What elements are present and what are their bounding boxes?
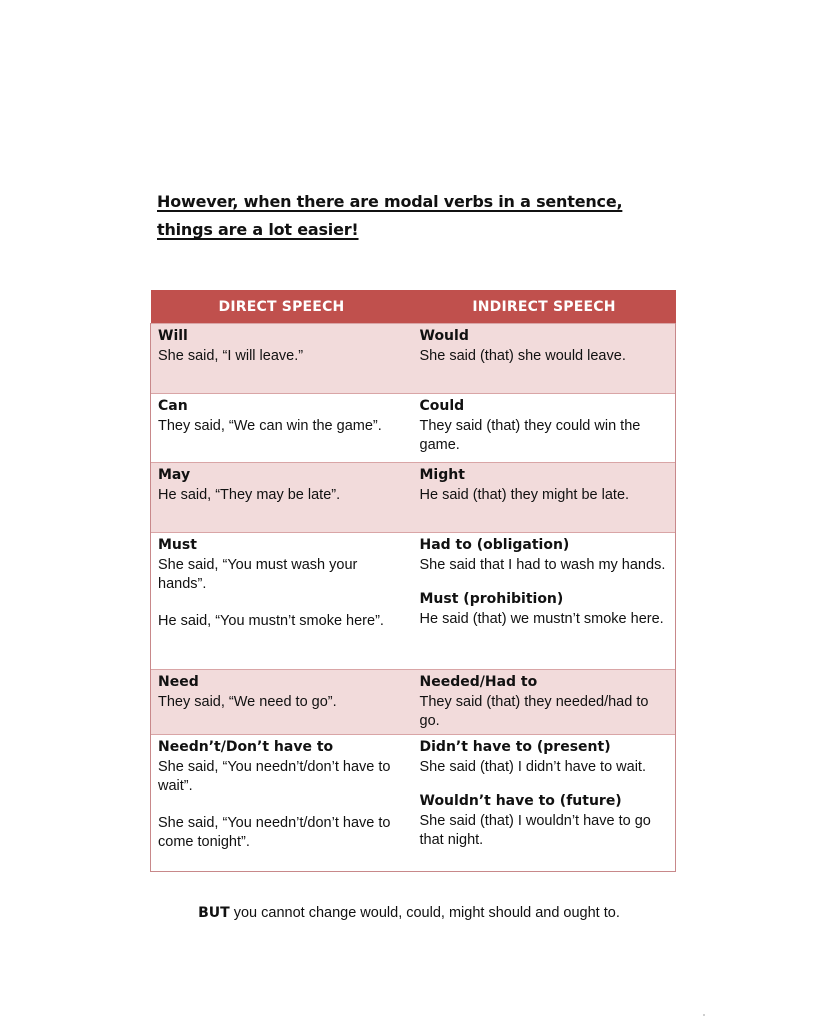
table-row: [151, 394, 676, 463]
indirect-example-2: He said (that) we mustn’t smoke here.: [419, 610, 664, 627]
indirect-modal: Would: [419, 328, 469, 344]
direct-example: She said, “You must wash your hands”.: [158, 556, 358, 592]
direct-cell: [151, 735, 413, 872]
table-row: [151, 324, 676, 394]
page-heading: [157, 188, 677, 244]
footnote-text: you cannot change would, could, might should and ought to.: [229, 905, 620, 921]
direct-modal: Needn’t/Don’t have to: [158, 739, 334, 755]
direct-cell: [151, 670, 413, 735]
direct-cell: [151, 463, 413, 533]
footnote: [0, 905, 818, 921]
heading-line-1: However, when there are modal verbs in a sentence,: [157, 192, 623, 211]
modal-verbs-table: [150, 290, 676, 872]
indirect-cell: [413, 735, 676, 872]
speck: [703, 1014, 705, 1016]
direct-example: He said, “They may be late”.: [158, 486, 341, 503]
direct-modal: Must: [158, 537, 197, 553]
indirect-modal-2: Wouldn’t have to (future): [419, 793, 622, 809]
indirect-cell: [413, 324, 676, 394]
indirect-modal: Could: [419, 398, 465, 414]
direct-modal: Can: [158, 398, 188, 414]
indirect-modal: Didn’t have to (present): [419, 739, 611, 755]
indirect-example-2: She said (that) I wouldn’t have to go that night.: [419, 812, 651, 848]
indirect-example: She said (that) she would leave.: [419, 347, 626, 364]
table-row: [151, 670, 676, 735]
header-indirect-speech: INDIRECT SPEECH: [413, 290, 676, 324]
table-header-row: [151, 290, 676, 324]
direct-example-2: She said, “You needn’t/don’t have to come tonight”.: [158, 814, 391, 850]
indirect-example: They said (that) they needed/had to go.: [419, 693, 649, 729]
heading-line-2: things are a lot easier!: [157, 220, 359, 239]
indirect-cell: [413, 394, 676, 463]
indirect-modal: Had to (obligation): [419, 537, 570, 553]
indirect-modal: Needed/Had to: [419, 674, 538, 690]
direct-cell: [151, 324, 413, 394]
indirect-modal-2: Must (prohibition): [419, 591, 564, 607]
direct-modal: Need: [158, 674, 199, 690]
indirect-example: He said (that) they might be late.: [419, 486, 630, 503]
direct-example-2: He said, “You mustn’t smoke here”.: [158, 612, 384, 629]
direct-cell: [151, 533, 413, 670]
direct-example: She said, “You needn’t/don’t have to wait”.: [158, 758, 391, 794]
indirect-modal: Might: [419, 467, 465, 483]
indirect-example: She said (that) I didn’t have to wait.: [419, 758, 646, 775]
indirect-cell: [413, 670, 676, 735]
table-row: [151, 533, 676, 670]
direct-modal: Will: [158, 328, 188, 344]
header-direct-speech: DIRECT SPEECH: [151, 290, 413, 324]
direct-example: They said, “We need to go”.: [158, 693, 337, 710]
table-row: [151, 735, 676, 872]
direct-modal: May: [158, 467, 191, 483]
direct-example: She said, “I will leave.”: [158, 347, 304, 364]
indirect-example: She said that I had to wash my hands.: [419, 556, 666, 573]
indirect-cell: [413, 533, 676, 670]
table-row: [151, 463, 676, 533]
footnote-emphasis: BUT: [198, 905, 230, 921]
indirect-cell: [413, 463, 676, 533]
direct-example: They said, “We can win the game”.: [158, 417, 382, 434]
direct-cell: [151, 394, 413, 463]
indirect-example: They said (that) they could win the game.: [419, 417, 641, 453]
